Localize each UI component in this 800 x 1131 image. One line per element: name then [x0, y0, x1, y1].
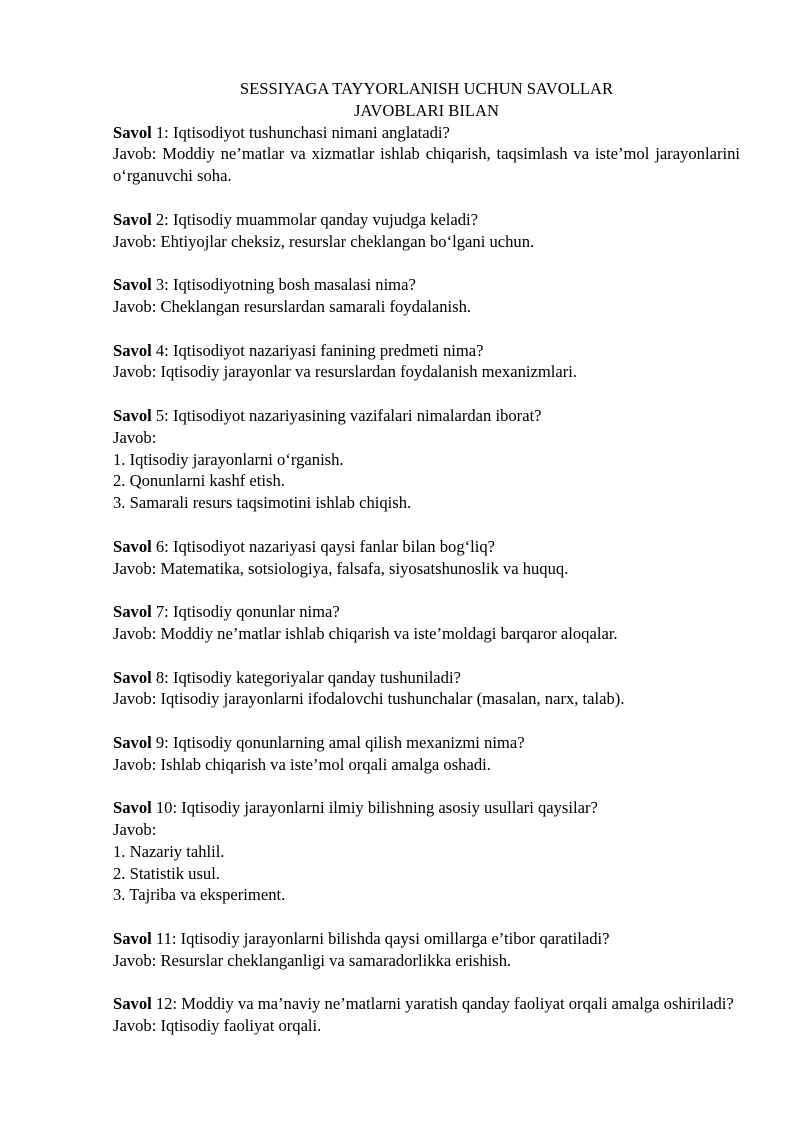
document-title-line-2: JAVOBLARI BILAN — [354, 100, 499, 120]
question-line — [113, 993, 740, 1015]
question-label: Savol — [113, 602, 152, 622]
qa-block — [113, 405, 740, 514]
qa-block — [113, 536, 740, 580]
question-text: 6: Iqtisodiyot nazariyasi qaysi fanlar bilan bog‘liq? — [151, 536, 496, 556]
qa-block — [113, 797, 740, 906]
qa-block — [113, 928, 740, 972]
question-label: Savol — [113, 667, 152, 687]
qa-block — [113, 122, 740, 187]
question-text: 5: Iqtisodiyot nazariyasining vazifalari nimalardan iborat? — [151, 405, 542, 425]
question-label: Savol — [113, 536, 152, 556]
answer-line: Javob: Iqtisodiy faoliyat orqali. — [113, 1016, 322, 1036]
answer-line: Javob: Cheklangan resurslardan samarali foydalanish. — [113, 296, 472, 316]
question-line — [113, 274, 740, 296]
answer-line: 2. Qonunlarni kashf etish. — [113, 471, 285, 491]
answer-line: 3. Samarali resurs taqsimotini ishlab chiqish. — [113, 493, 412, 513]
question-text: 3: Iqtisodiyotning bosh masalasi nima? — [151, 275, 416, 295]
question-text: 11: Iqtisodiy jarayonlarni bilishda qaysi omillarga e’tibor qaratiladi? — [151, 929, 610, 949]
answer-line: 3. Tajriba va eksperiment. — [113, 885, 286, 905]
answer-line: Javob: Moddiy ne’matlar va xizmatlar ishlab chiqarish, taqsimlash va iste’mol jarayonlarini o‘rganuvchi soha. — [113, 144, 740, 186]
document-title-line-1: SESSIYAGA TAYYORLANISH UCHUN SAVOLLAR — [239, 79, 614, 98]
question-line — [113, 601, 740, 623]
qa-list — [113, 122, 740, 1037]
question-line — [113, 209, 740, 231]
question-label: Savol — [113, 340, 152, 360]
question-line — [113, 405, 740, 427]
question-line — [113, 340, 740, 362]
question-line — [113, 536, 740, 558]
answer-line: Javob: Ishlab chiqarish va iste’mol orqali amalga oshadi. — [113, 754, 491, 774]
question-label: Savol — [113, 798, 152, 818]
question-text: 4: Iqtisodiyot nazariyasi fanining predmeti nima? — [151, 340, 484, 360]
question-label: Savol — [113, 209, 152, 229]
question-text: 10: Iqtisodiy jarayonlarni ilmiy bilishning asosiy usullari qaysilar? — [151, 798, 598, 818]
question-label: Savol — [113, 122, 152, 142]
question-label: Savol — [113, 929, 152, 949]
question-text: 1: Iqtisodiyot tushunchasi nimani anglatadi? — [151, 122, 450, 142]
question-line — [113, 928, 740, 950]
question-label: Savol — [113, 275, 152, 295]
question-text: 8: Iqtisodiy kategoriyalar qanday tushuniladi? — [151, 667, 461, 687]
question-label: Savol — [113, 994, 152, 1014]
qa-block — [113, 993, 740, 1037]
question-text: 2: Iqtisodiy muammolar qanday vujudga keladi? — [151, 209, 479, 229]
question-text: 12: Moddiy va ma’naviy ne’matlarni yaratish qanday faoliyat orqali amalga oshiriladi? — [151, 994, 734, 1014]
answer-line: Javob: Iqtisodiy jarayonlar va resurslardan foydalanish mexanizmlari. — [113, 362, 578, 382]
answer-line: Javob: Matematika, sotsiologiya, falsafa, siyosatshunoslik va huquq. — [113, 558, 569, 578]
qa-block — [113, 340, 740, 384]
answer-line: Javob: — [113, 427, 157, 447]
qa-block — [113, 601, 740, 645]
qa-block — [113, 274, 740, 318]
question-line — [113, 732, 740, 754]
answer-line: Javob: — [113, 820, 157, 840]
answer-line: 2. Statistik usul. — [113, 863, 220, 883]
answer-line: 1. Nazariy tahlil. — [113, 841, 225, 861]
answer-line: Javob: Moddiy ne’matlar ishlab chiqarish va iste’moldagi barqaror aloqalar. — [113, 623, 618, 643]
answer-line: Javob: Resurslar cheklanganligi va samaradorlikka erishish. — [113, 950, 512, 970]
question-line — [113, 122, 740, 144]
question-line — [113, 667, 740, 689]
question-text: 7: Iqtisodiy qonunlar nima? — [151, 602, 340, 622]
qa-block — [113, 209, 740, 253]
question-label: Savol — [113, 405, 152, 425]
answer-line: Javob: Iqtisodiy jarayonlarni ifodalovchi tushunchalar (masalan, narx, talab). — [113, 689, 625, 709]
answer-line: 1. Iqtisodiy jarayonlarni o‘rganish. — [113, 449, 344, 469]
question-text: 9: Iqtisodiy qonunlarning amal qilish mexanizmi nima? — [151, 732, 525, 752]
question-label: Savol — [113, 732, 152, 752]
qa-block — [113, 732, 740, 776]
answer-line: Javob: Ehtiyojlar cheksiz, resurslar cheklangan bo‘lgani uchun. — [113, 231, 535, 251]
question-line — [113, 797, 740, 819]
qa-block — [113, 667, 740, 711]
